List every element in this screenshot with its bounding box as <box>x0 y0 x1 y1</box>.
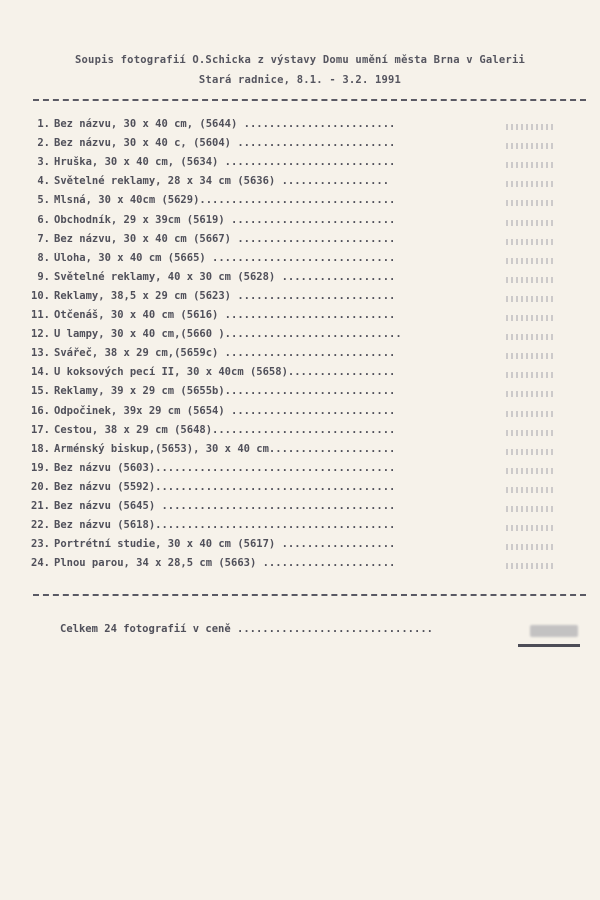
item-text: Bez názvu (5603)...................................... <box>54 461 396 474</box>
list-item <box>24 137 574 155</box>
list-item <box>24 194 574 212</box>
item-text: U koksových pecí II, 30 x 40cm (5658)................. <box>54 366 396 379</box>
item-text: Hruška, 30 x 40 cm, (5634) ........................... <box>54 156 396 169</box>
item-number: 9. <box>37 270 50 283</box>
list-item <box>24 233 574 251</box>
item-number: 18. <box>31 442 50 455</box>
redacted-price <box>530 625 578 637</box>
list-item <box>24 519 574 537</box>
list-item <box>24 309 574 327</box>
redacted-price-mark <box>506 162 556 168</box>
item-number: 15. <box>31 385 50 398</box>
list-item <box>24 538 574 556</box>
redacted-price-mark <box>506 334 556 340</box>
item-text: Bez názvu (5592)...................................... <box>54 480 396 493</box>
redacted-price-mark <box>506 143 556 149</box>
item-text: Reklamy, 38,5 x 29 cm (5623) ......................... <box>54 289 396 302</box>
item-number: 6. <box>37 213 50 226</box>
item-number: 21. <box>31 500 50 512</box>
item-number: 16. <box>31 404 50 417</box>
redacted-price-mark <box>506 372 556 378</box>
item-number: 23. <box>31 538 50 551</box>
item-text: Bez názvu, 30 x 40 cm, (5644) ........................ <box>54 118 396 130</box>
item-text: Bez názvu (5645) ..................................... <box>54 500 396 512</box>
list-item <box>24 347 574 365</box>
item-number: 5. <box>37 194 50 207</box>
item-text: Světelné reklamy, 40 x 30 cm (5628) .................. <box>54 270 396 283</box>
redacted-price-mark <box>506 449 556 455</box>
top-divider <box>33 99 586 101</box>
list-item <box>24 405 574 423</box>
redacted-price-mark <box>506 563 556 569</box>
redacted-price-mark <box>506 220 556 226</box>
list-item <box>24 118 574 136</box>
list-item <box>24 424 574 442</box>
item-number: 19. <box>31 461 50 474</box>
item-text: Odpočinek, 39x 29 cm (5654) .......................... <box>54 404 396 417</box>
list-item <box>24 385 574 403</box>
item-text: Arménský biskup,(5653), 30 x 40 cm.................... <box>54 442 396 455</box>
redacted-price-mark <box>506 353 556 359</box>
redacted-price-mark <box>506 277 556 283</box>
item-number: 4. <box>37 175 50 188</box>
list-item <box>24 500 574 518</box>
redacted-price-mark <box>506 506 556 512</box>
list-item <box>24 443 574 461</box>
item-text: Svářeč, 38 x 29 cm,(5659c) ........................... <box>54 347 396 360</box>
redacted-price-mark <box>506 544 556 550</box>
item-text: Bez názvu, 30 x 40 cm (5667) ......................... <box>54 232 396 245</box>
list-item <box>24 557 574 575</box>
item-text: U lampy, 30 x 40 cm,(5660 )............................ <box>54 328 402 341</box>
list-item <box>24 481 574 499</box>
item-number: 13. <box>31 347 50 360</box>
item-number: 8. <box>37 251 50 264</box>
list-item <box>24 328 574 346</box>
bottom-divider <box>33 594 586 596</box>
redacted-price-mark <box>506 411 556 417</box>
item-number: 24. <box>31 557 50 570</box>
redacted-price-mark <box>506 430 556 436</box>
item-number: 22. <box>31 519 50 532</box>
redacted-price-mark <box>506 200 556 206</box>
redacted-price-mark <box>506 525 556 531</box>
item-text: Plnou parou, 34 x 28,5 cm (5663) ..................... <box>54 557 396 570</box>
redacted-price-mark <box>506 468 556 474</box>
list-item <box>24 175 574 193</box>
item-number: 12. <box>31 328 50 341</box>
item-text: Obchodník, 29 x 39cm (5619) .......................... <box>54 213 396 226</box>
item-text: Bez názvu (5618)...................................... <box>54 519 396 532</box>
total-line: Celkem 24 fotografií v ceně ............................... <box>60 623 433 635</box>
item-number: 17. <box>31 423 50 436</box>
item-number: 20. <box>31 480 50 493</box>
list-item <box>24 252 574 270</box>
item-number: 11. <box>31 309 50 321</box>
item-text: Mlsná, 30 x 40cm (5629)............................... <box>54 194 396 207</box>
item-number: 1. <box>37 118 50 130</box>
item-number: 10. <box>31 289 50 302</box>
item-text: Reklamy, 39 x 29 cm (5655b)........................... <box>54 385 396 398</box>
item-text: Světelné reklamy, 28 x 34 cm (5636) ................. <box>54 175 390 188</box>
item-text: Cestou, 38 x 29 cm (5648)............................. <box>54 423 396 436</box>
redacted-price-mark <box>506 239 556 245</box>
list-item <box>24 366 574 384</box>
redacted-price-mark <box>506 124 556 130</box>
item-number: 2. <box>37 137 50 150</box>
item-number: 7. <box>37 232 50 245</box>
list-item <box>24 462 574 480</box>
item-number: 3. <box>37 156 50 169</box>
list-item <box>24 290 574 308</box>
item-number: 14. <box>31 366 50 379</box>
redacted-price-mark <box>506 487 556 493</box>
redacted-price-mark <box>506 258 556 264</box>
item-text: Úloha, 30 x 40 cm (5665) ............................. <box>54 251 396 264</box>
list-item <box>24 214 574 232</box>
item-text: Portrétní studie, 30 x 40 cm (5617) .................. <box>54 538 396 551</box>
redacted-price-mark <box>506 296 556 302</box>
redacted-price-mark <box>506 181 556 187</box>
list-item <box>24 271 574 289</box>
total-underline <box>518 644 580 647</box>
list-item <box>24 156 574 174</box>
document-title-line-2: Stará radnice, 8.1. - 3.2. 1991 <box>198 74 402 86</box>
item-text: Bez názvu, 30 x 40 c, (5604) ......................... <box>54 137 396 150</box>
item-text: Otčenáš, 30 x 40 cm (5616) ........................... <box>54 309 396 321</box>
redacted-price-mark <box>506 315 556 321</box>
redacted-price-mark <box>506 391 556 397</box>
document-title-line-1: Soupis fotografií O.Schicka z výstavy Domu umění města Brna v Galerii <box>75 54 525 66</box>
